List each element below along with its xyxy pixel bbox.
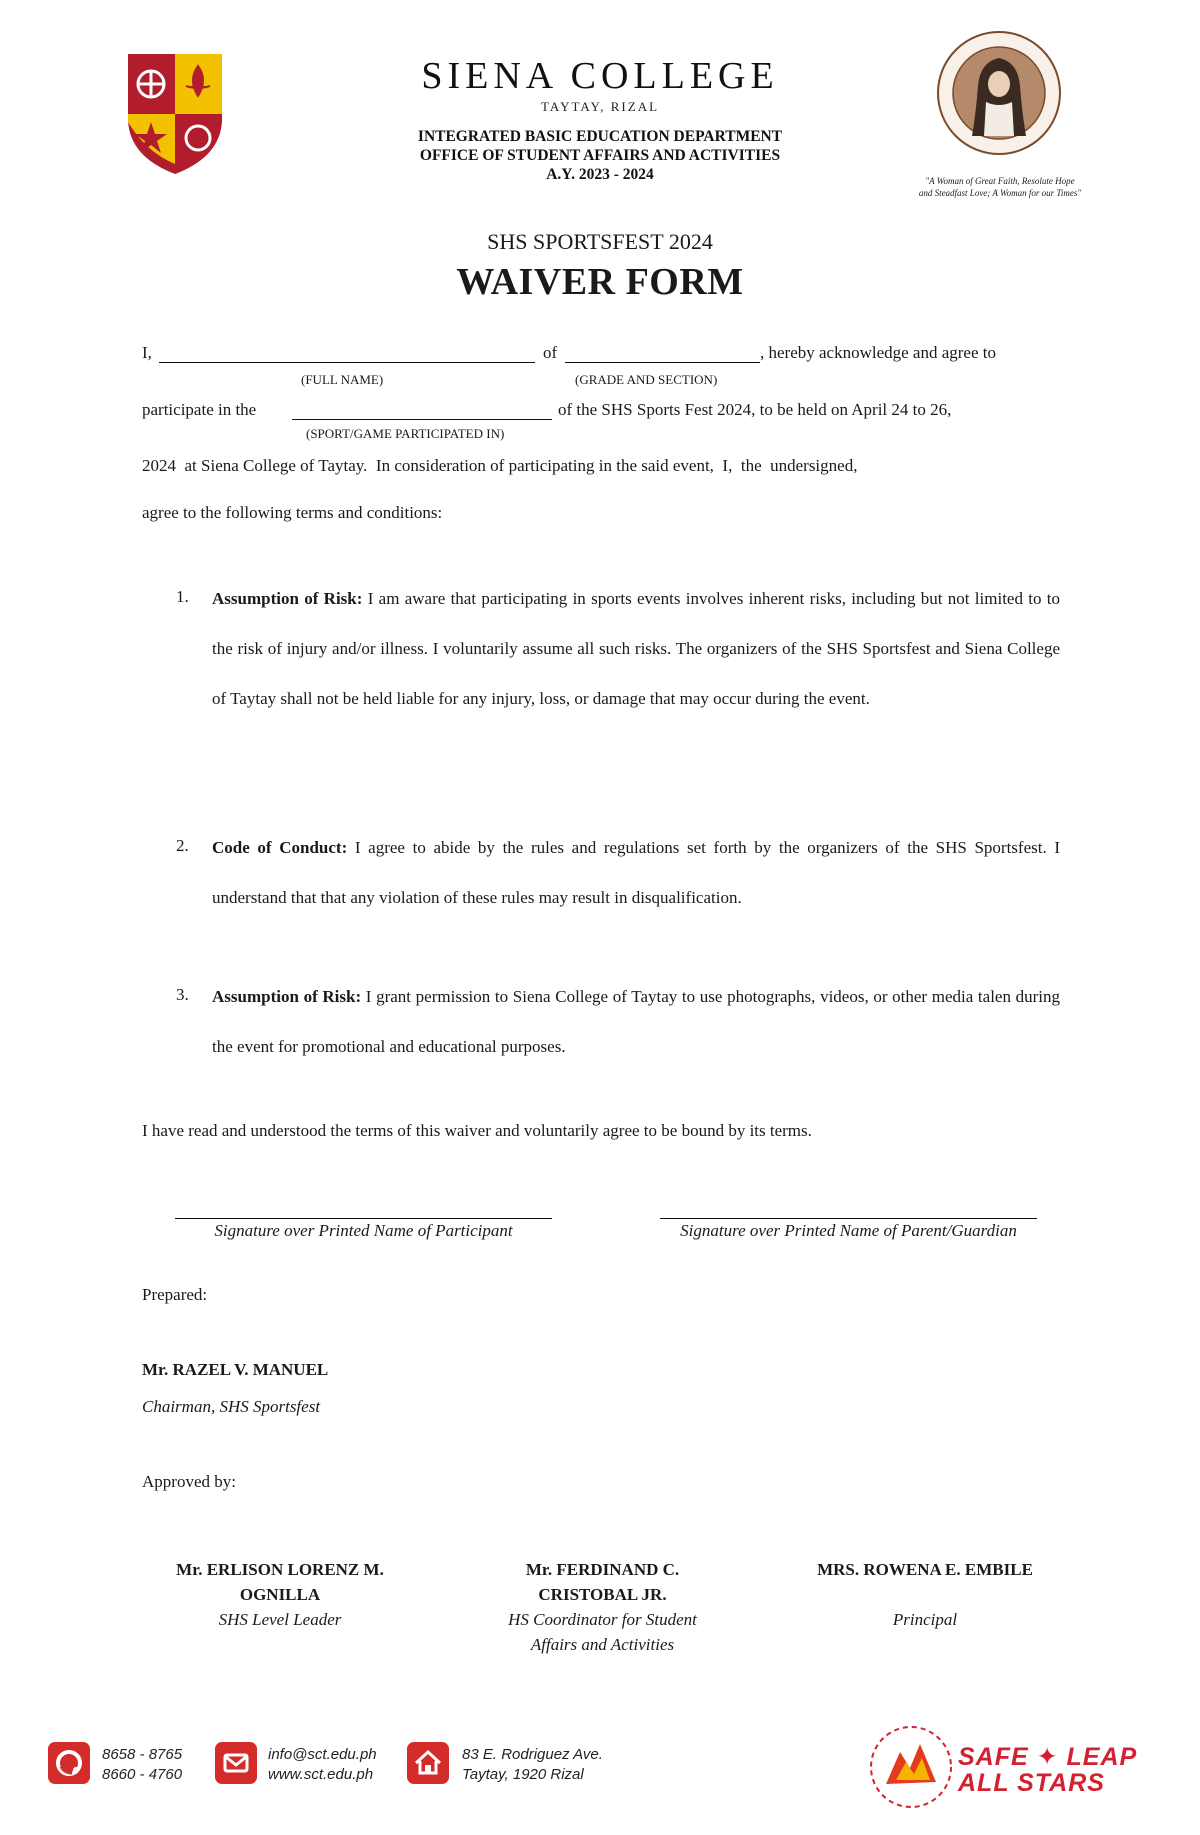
event-title: SHS SPORTSFEST 2024 bbox=[487, 229, 713, 254]
guardian-signature-label: Signature over Printed Name of Parent/Guardian bbox=[680, 1221, 1017, 1240]
intro-of-event: of the SHS Sports Fest 2024, to be held on April 24 to 26, bbox=[558, 400, 952, 419]
intro-line-3: 2024 at Siena College of Taytay. In consideration of participating in the said event, I, the undersigned, bbox=[142, 456, 858, 475]
intro-participate: participate in the bbox=[142, 400, 257, 419]
seal-caption: "A Woman of Great Faith, Resolute Hope and Steadfast Love; A Woman for our Times" bbox=[918, 176, 1082, 198]
mail-icon bbox=[215, 1742, 257, 1784]
prepared-name: Mr. RAZEL V. MANUEL bbox=[142, 1360, 329, 1379]
brand-line1: SAFE ✦ LEAP bbox=[958, 1743, 1138, 1771]
approver-2 bbox=[450, 1557, 755, 1657]
college-name: SIENA COLLEGE bbox=[421, 55, 779, 97]
full-name-field[interactable] bbox=[159, 345, 535, 363]
approver-2-role-line1: HS Coordinator for Student bbox=[508, 1610, 697, 1629]
phone-numbers bbox=[102, 1745, 182, 1785]
home-icon bbox=[407, 1742, 449, 1784]
sport-caption: (SPORT/GAME PARTICIPATED IN) bbox=[306, 426, 505, 441]
brand-line2: ALL STARS bbox=[958, 1769, 1105, 1797]
safe-leap-brand bbox=[958, 1744, 1137, 1796]
approver-1 bbox=[130, 1557, 430, 1632]
term-1-text: I am aware that participating in sports events involves inherent risks, including but not limited to to the risk of injury and/or illness. I voluntarily assume all such risks. The organizers of the SHS Sportsfest and Siena College of Taytay shall not be held liable for any injury, loss, or damage that may occur during the event. bbox=[212, 589, 1061, 708]
email-link[interactable]: info@sct.edu.ph bbox=[268, 1746, 377, 1763]
approved-label: Approved by: bbox=[142, 1472, 236, 1491]
term-2-text: I agree to abide by the rules and regulations set forth by the organizers of the SHS Sportsfest. I understand that that any violation of these rules may result in disqualification. bbox=[212, 838, 1061, 907]
approver-1-name-line2: OGNILLA bbox=[239, 1585, 321, 1604]
participant-signature-label: Signature over Printed Name of Participant bbox=[214, 1221, 513, 1240]
term-1 bbox=[212, 574, 1060, 724]
safe-leap-emblem-icon bbox=[866, 1722, 956, 1812]
founder-seal-icon bbox=[936, 28, 1062, 158]
term-1-number: 1. bbox=[176, 587, 189, 606]
website-link[interactable]: www.sct.edu.ph bbox=[268, 1766, 374, 1783]
approver-2-name-line2: CRISTOBAL JR. bbox=[538, 1585, 667, 1604]
approver-2-role-line2: Affairs and Activities bbox=[530, 1635, 675, 1654]
intro-i: I, bbox=[142, 343, 152, 362]
term-3-text: I grant permission to Siena College of Taytay to use photographs, videos, or other media talen during the event for promotional and educational purposes. bbox=[212, 987, 1061, 1056]
term-2 bbox=[212, 823, 1060, 923]
approver-2-name-line1: Mr. FERDINAND C. bbox=[525, 1560, 680, 1579]
address-line2: Taytay, 1920 Rizal bbox=[462, 1766, 584, 1783]
form-title: WAIVER FORM bbox=[456, 261, 744, 303]
participant-signature-line[interactable] bbox=[175, 1218, 552, 1219]
approver-3 bbox=[770, 1557, 1080, 1632]
agreement-statement: I have read and understood the terms of this waiver and voluntarily agree to be bound by its terms. bbox=[142, 1121, 812, 1140]
academic-year: A.Y. 2023 - 2024 bbox=[546, 166, 654, 183]
phone-1[interactable]: 8658 - 8765 bbox=[102, 1746, 183, 1763]
grade-section-caption: (GRADE AND SECTION) bbox=[575, 372, 718, 387]
grade-section-field[interactable] bbox=[565, 345, 760, 363]
sport-field[interactable] bbox=[292, 402, 552, 420]
intro-acknowledge: , hereby acknowledge and agree to bbox=[760, 343, 996, 362]
prepared-role: Chairman, SHS Sportsfest bbox=[142, 1397, 321, 1416]
phone-2[interactable]: 8660 - 4760 bbox=[102, 1766, 183, 1783]
term-3-heading: Assumption of Risk: bbox=[212, 987, 362, 1006]
address bbox=[462, 1745, 603, 1785]
department-name: INTEGRATED BASIC EDUCATION DEPARTMENT bbox=[417, 128, 783, 145]
approver-1-name-line1: Mr. ERLISON LORENZ M. bbox=[176, 1560, 384, 1579]
term-2-heading: Code of Conduct: bbox=[212, 838, 348, 857]
full-name-caption: (FULL NAME) bbox=[301, 372, 384, 387]
address-line1: 83 E. Rodriguez Ave. bbox=[462, 1746, 603, 1763]
approver-3-name: MRS. ROWENA E. EMBILE bbox=[817, 1560, 1033, 1579]
term-3 bbox=[212, 972, 1060, 1072]
prepared-label: Prepared: bbox=[142, 1285, 208, 1304]
intro-line-4: agree to the following terms and conditions: bbox=[142, 503, 443, 522]
phone-icon bbox=[48, 1742, 90, 1784]
term-1-heading: Assumption of Risk: bbox=[212, 589, 363, 608]
term-2-number: 2. bbox=[176, 836, 189, 855]
approver-1-role: SHS Level Leader bbox=[218, 1610, 342, 1629]
guardian-signature-line[interactable] bbox=[660, 1218, 1037, 1219]
approver-3-role: Principal bbox=[892, 1610, 958, 1629]
college-location: TAYTAY, RIZAL bbox=[540, 99, 660, 114]
contact-web bbox=[268, 1745, 377, 1785]
office-name: OFFICE OF STUDENT AFFAIRS AND ACTIVITIES bbox=[419, 147, 781, 164]
term-3-number: 3. bbox=[176, 985, 189, 1004]
intro-of: of bbox=[543, 343, 558, 362]
